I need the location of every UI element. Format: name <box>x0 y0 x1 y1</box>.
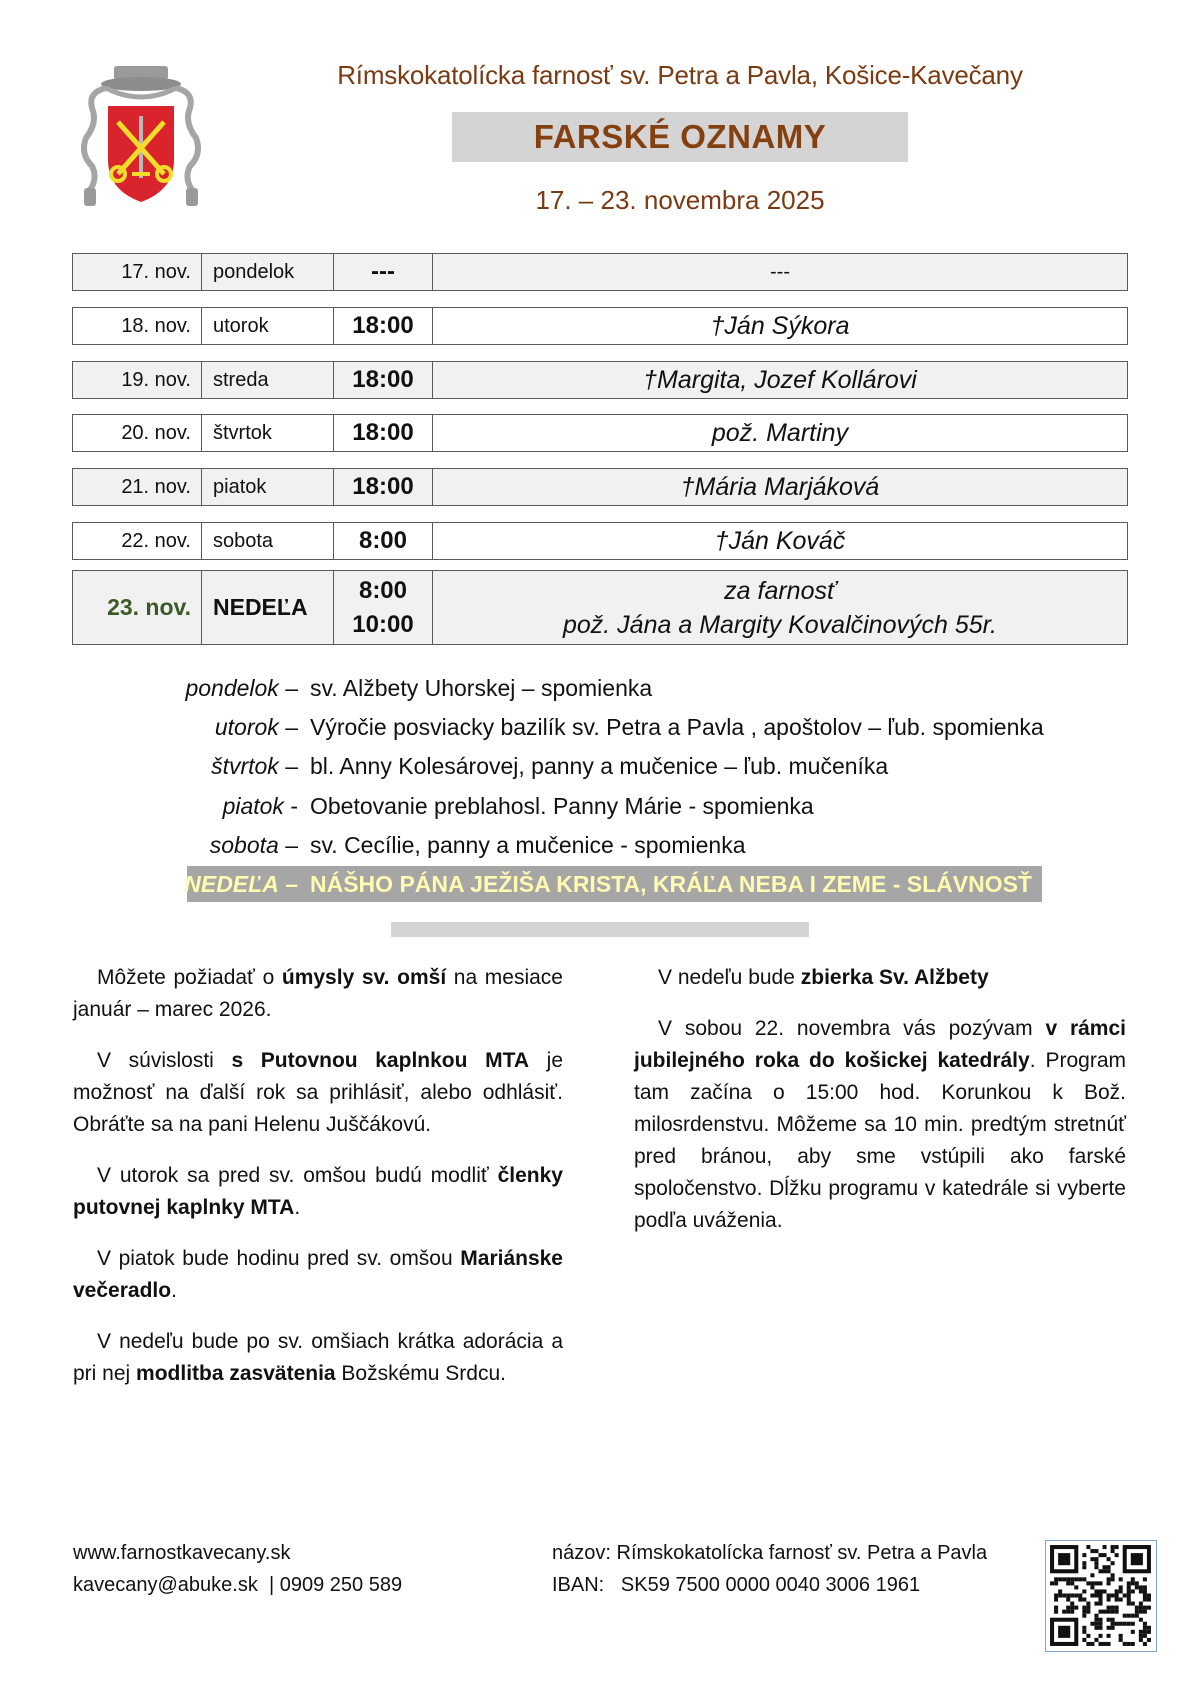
row-date: 23. nov. <box>73 571 202 644</box>
notices-right-column <box>634 962 1126 1256</box>
qr-module <box>1135 1606 1139 1610</box>
liturgy-item <box>100 748 888 784</box>
qr-module <box>1082 1630 1086 1634</box>
notice: V nedeľu bude zbierka Sv. Alžbety <box>658 966 989 989</box>
qr-module <box>1050 1581 1054 1585</box>
qr-module <box>1127 1642 1131 1646</box>
qr-module <box>1123 1614 1127 1618</box>
row-time: 18:00 <box>334 362 433 398</box>
qr-module <box>1094 1565 1098 1569</box>
qr-module <box>1143 1610 1147 1614</box>
qr-module <box>1107 1626 1111 1630</box>
row-day: NEDEĽA <box>202 571 334 644</box>
qr-module <box>1143 1577 1147 1581</box>
schedule-row <box>72 522 1128 560</box>
qr-module <box>1070 1593 1074 1597</box>
notice: V súvislosti s Putovnou kaplnkou MTA je možnosť na ďalší rok sa prihlásiť, alebo odhlásiť. Obráťte sa na pani Helenu Juščákovú. <box>73 1049 563 1136</box>
iban-label: IBAN: <box>552 1574 605 1596</box>
qr-module <box>1119 1634 1123 1638</box>
qr-module <box>1127 1614 1131 1618</box>
qr-module <box>1094 1626 1098 1630</box>
qr-module <box>1086 1581 1090 1585</box>
page-title: FARSKÉ OZNAMY <box>533 118 827 155</box>
qr-module <box>1082 1589 1086 1593</box>
schedule-row <box>72 307 1128 345</box>
qr-module <box>1094 1614 1098 1618</box>
qr-module <box>1143 1622 1147 1626</box>
qr-module <box>1098 1602 1102 1606</box>
qr-module <box>1119 1585 1123 1589</box>
qr-module <box>1115 1593 1119 1597</box>
qr-module <box>1147 1606 1151 1610</box>
qr-module <box>1066 1593 1070 1597</box>
liturgy-item <box>100 670 652 706</box>
qr-module <box>1123 1593 1127 1597</box>
qr-module <box>1111 1593 1115 1597</box>
qr-module <box>1127 1593 1131 1597</box>
qr-module <box>1070 1602 1074 1606</box>
qr-module <box>1115 1610 1119 1614</box>
row-day: štvrtok <box>202 415 334 451</box>
iban-value: SK59 7500 0000 0040 3006 1961 <box>620 1574 921 1596</box>
qr-module <box>1147 1593 1151 1597</box>
qr-module <box>1054 1581 1058 1585</box>
qr-module <box>1107 1577 1111 1581</box>
qr-module <box>1082 1638 1086 1642</box>
notices-left-column <box>73 962 563 1409</box>
qr-module <box>1082 1553 1086 1557</box>
qr-module <box>1135 1610 1139 1614</box>
qr-module <box>1131 1622 1135 1626</box>
qr-module <box>1143 1642 1147 1646</box>
qr-module <box>1098 1626 1102 1630</box>
qr-module <box>1107 1634 1111 1638</box>
qr-module <box>1090 1549 1094 1553</box>
qr-module <box>1086 1545 1090 1549</box>
qr-module <box>1107 1569 1111 1573</box>
qr-module <box>1066 1610 1070 1614</box>
liturgy-text: sv. Alžbety Uhorskej – spomienka <box>310 674 653 701</box>
notice: V sobou 22. novembra vás pozývam v rámci jubilejného roka do košickej katedrály. Program tam začína o 15:00 hod. Korunkou k Bož. milosrdenstvu. Môžeme sa 10 min. predtým stretnúť pred bránou, aby sme vstúpili ako farské spoločenstvo. Dĺžku programu v katedrále si vyberte podľa uváženia. <box>634 1017 1126 1232</box>
footer-bank <box>552 1537 987 1601</box>
qr-module <box>1107 1598 1111 1602</box>
qr-module <box>1139 1602 1143 1606</box>
qr-module <box>1086 1642 1090 1646</box>
payment-qr-code-icon <box>1045 1540 1157 1652</box>
qr-module <box>1119 1577 1123 1581</box>
schedule-row <box>72 253 1128 291</box>
qr-module <box>1139 1606 1143 1610</box>
email-link[interactable]: kavecany@abuke.sk <box>73 1574 258 1596</box>
qr-module <box>1074 1606 1078 1610</box>
qr-module <box>1135 1585 1139 1589</box>
qr-module <box>1119 1598 1123 1602</box>
qr-module <box>1082 1577 1086 1581</box>
parish-coat-of-arms-logo <box>76 62 206 208</box>
liturgy-text: sv. Cecílie, panny a mučenice - spomienka <box>310 831 746 858</box>
liturgy-item <box>100 827 746 863</box>
qr-module <box>1078 1593 1082 1597</box>
qr-module <box>1082 1610 1086 1614</box>
date-range: 17. – 23. novembra 2025 <box>535 185 825 215</box>
qr-module <box>1098 1593 1102 1597</box>
qr-module <box>1074 1593 1078 1597</box>
qr-module <box>1147 1626 1151 1630</box>
qr-module <box>1107 1642 1111 1646</box>
qr-module <box>1082 1561 1086 1565</box>
row-intention: †Margita, Jozef Kollárovi <box>643 365 917 394</box>
qr-module <box>1143 1589 1147 1593</box>
qr-module <box>1090 1581 1094 1585</box>
contact-separator: | <box>268 1574 275 1596</box>
qr-module <box>1119 1622 1123 1626</box>
qr-module <box>1111 1622 1115 1626</box>
qr-module <box>1111 1573 1115 1577</box>
qr-module <box>1115 1553 1119 1557</box>
row-intention: †Mária Marjáková <box>680 472 880 501</box>
row-time: 18:00 <box>334 308 433 344</box>
qr-module <box>1058 1589 1062 1593</box>
qr-module <box>1094 1638 1098 1642</box>
qr-module <box>1139 1589 1143 1593</box>
qr-module <box>1086 1602 1090 1606</box>
schedule-row <box>72 361 1128 399</box>
notice: V nedeľu bude po sv. omšiach krátka adorácia a pri nej modlitba zasvätenia Božskému Srdcu. <box>73 1330 563 1385</box>
website-link[interactable]: www.farnostkavecany.sk <box>73 1542 291 1564</box>
qr-module <box>1139 1634 1143 1638</box>
liturgy-day: utorok – <box>214 713 298 740</box>
parish-name: Rímskokatolícka farnosť sv. Petra a Pavla, Košice-Kavečany <box>337 60 1023 90</box>
qr-module <box>1086 1610 1090 1614</box>
qr-module <box>1094 1593 1098 1597</box>
qr-module <box>1131 1614 1135 1618</box>
row-time: 8:00 <box>358 576 408 604</box>
row-date: 18. nov. <box>73 308 202 344</box>
row-time: 18:00 <box>334 415 433 451</box>
qr-module <box>1119 1589 1123 1593</box>
qr-module <box>1054 1598 1058 1602</box>
qr-module <box>1054 1606 1058 1610</box>
qr-module <box>1127 1602 1131 1606</box>
qr-module <box>1062 1593 1066 1597</box>
qr-module <box>1070 1606 1074 1610</box>
qr-module <box>1082 1565 1086 1569</box>
row-day: piatok <box>202 469 334 505</box>
qr-module <box>1119 1638 1123 1642</box>
qr-module <box>1090 1642 1094 1646</box>
qr-module <box>1127 1598 1131 1602</box>
qr-module <box>1131 1602 1135 1606</box>
qr-module <box>1115 1589 1119 1593</box>
qr-module <box>1066 1598 1070 1602</box>
qr-module <box>1107 1593 1111 1597</box>
account-name: Rímskokatolícka farnosť sv. Petra a Pavla <box>616 1542 988 1564</box>
qr-module <box>1094 1561 1098 1565</box>
qr-module <box>1098 1553 1102 1557</box>
notice: V piatok bude hodinu pred sv. omšou Mariánske večeradlo. <box>73 1247 563 1302</box>
qr-module <box>1127 1622 1131 1626</box>
qr-module <box>1094 1618 1098 1622</box>
qr-module <box>1111 1606 1115 1610</box>
qr-module <box>1094 1589 1098 1593</box>
row-date: 20. nov. <box>73 415 202 451</box>
announcements-title-box <box>452 112 908 162</box>
row-intention: --- <box>770 260 790 283</box>
qr-module <box>1066 1577 1070 1581</box>
row-intention: †Ján Sýkora <box>710 311 850 340</box>
phone-number[interactable]: 0909 250 589 <box>279 1574 403 1596</box>
notice: Môžete požiadať o úmysly sv. omší na mesiace január – marec 2026. <box>73 966 563 1021</box>
qr-module <box>1131 1642 1135 1646</box>
qr-module <box>1090 1622 1094 1626</box>
qr-module <box>1139 1585 1143 1589</box>
qr-module <box>1143 1598 1147 1602</box>
qr-module <box>1098 1622 1102 1626</box>
qr-module <box>1103 1545 1107 1549</box>
schedule-row <box>72 468 1128 506</box>
qr-module <box>1115 1598 1119 1602</box>
qr-module <box>1094 1557 1098 1561</box>
row-intention: za farnosť <box>724 576 836 605</box>
schedule-row <box>72 414 1128 452</box>
liturgy-text: bl. Anny Kolesárovej, panny a mučenice – ľub. mučeníka <box>310 752 889 779</box>
qr-module <box>1107 1565 1111 1569</box>
liturgy-day: pondelok – <box>185 674 298 701</box>
qr-module <box>1098 1634 1102 1638</box>
qr-module <box>1082 1598 1086 1602</box>
qr-module <box>1111 1549 1115 1553</box>
qr-module <box>1086 1634 1090 1638</box>
qr-module <box>1131 1589 1135 1593</box>
qr-module <box>1078 1598 1082 1602</box>
qr-module <box>1090 1573 1094 1577</box>
qr-module <box>1054 1593 1058 1597</box>
row-times <box>334 571 433 644</box>
qr-module <box>1147 1630 1151 1634</box>
row-time: 18:00 <box>334 469 433 505</box>
schedule-row-sunday <box>72 570 1128 645</box>
liturgy-day: štvrtok – <box>211 752 298 779</box>
qr-module <box>1107 1557 1111 1561</box>
liturgy-item-solemnity <box>100 866 1032 902</box>
qr-module <box>1147 1638 1151 1642</box>
account-name-label: názov: <box>552 1542 611 1564</box>
qr-module <box>1127 1589 1131 1593</box>
qr-module <box>1131 1630 1135 1634</box>
qr-module <box>1143 1634 1147 1638</box>
qr-module <box>1107 1606 1111 1610</box>
qr-module <box>1074 1585 1078 1589</box>
qr-module <box>1111 1545 1115 1549</box>
qr-module <box>1098 1610 1102 1614</box>
notice: V utorok sa pred sv. omšou budú modliť členky putovnej kaplnky MTA. <box>73 1164 563 1219</box>
footer-contact <box>73 1537 402 1601</box>
qr-module <box>1115 1545 1119 1549</box>
row-intention: pož. Jána a Margity Kovalčinových 55r. <box>562 610 997 639</box>
qr-module <box>1107 1610 1111 1614</box>
qr-module <box>1090 1585 1094 1589</box>
qr-module <box>1098 1569 1102 1573</box>
qr-module <box>1094 1549 1098 1553</box>
qr-module <box>1123 1622 1127 1626</box>
qr-module <box>1098 1642 1102 1646</box>
row-day: sobota <box>202 523 334 559</box>
qr-module <box>1058 1593 1062 1597</box>
qr-module <box>1107 1581 1111 1585</box>
qr-module <box>1111 1618 1115 1622</box>
qr-module <box>1098 1598 1102 1602</box>
qr-module <box>1103 1565 1107 1569</box>
qr-module <box>1098 1618 1102 1622</box>
qr-module <box>1103 1642 1107 1646</box>
qr-module <box>1139 1638 1143 1642</box>
qr-module <box>1143 1606 1147 1610</box>
qr-module <box>1123 1642 1127 1646</box>
qr-module <box>1090 1557 1094 1561</box>
row-time: 10:00 <box>352 610 414 638</box>
qr-module <box>1094 1602 1098 1606</box>
qr-module <box>1094 1581 1098 1585</box>
qr-module <box>1131 1577 1135 1581</box>
section-divider <box>391 922 809 937</box>
qr-module <box>1098 1589 1102 1593</box>
qr-module <box>1135 1581 1139 1585</box>
qr-module <box>1139 1610 1143 1614</box>
qr-module <box>1103 1553 1107 1557</box>
row-intentions <box>433 571 1127 644</box>
qr-module <box>1082 1626 1086 1630</box>
row-intention: pož. Martiny <box>711 418 849 447</box>
qr-module <box>1070 1577 1074 1581</box>
qr-module <box>1111 1561 1115 1565</box>
liturgy-text: Výročie posviacky bazilík sv. Petra a Pavla , apoštolov – ľub. spomienka <box>310 713 1044 740</box>
row-day: utorok <box>202 308 334 344</box>
qr-module <box>1139 1630 1143 1634</box>
qr-module <box>1107 1618 1111 1622</box>
qr-module <box>1143 1626 1147 1630</box>
qr-module <box>1066 1606 1070 1610</box>
qr-module <box>1078 1577 1082 1581</box>
qr-module <box>1070 1610 1074 1614</box>
qr-module <box>1082 1614 1086 1618</box>
row-day: pondelok <box>202 254 334 290</box>
qr-module <box>1147 1598 1151 1602</box>
qr-module <box>1074 1577 1078 1581</box>
qr-module <box>1143 1593 1147 1597</box>
qr-module <box>1062 1610 1066 1614</box>
qr-module <box>1139 1618 1143 1622</box>
qr-module <box>1127 1581 1131 1585</box>
row-day: streda <box>202 362 334 398</box>
qr-module <box>1062 1577 1066 1581</box>
qr-module <box>1086 1606 1090 1610</box>
qr-module <box>1131 1581 1135 1585</box>
qr-module <box>1054 1610 1058 1614</box>
qr-module <box>1054 1577 1058 1581</box>
qr-module <box>1094 1622 1098 1626</box>
row-time: 8:00 <box>334 523 433 559</box>
qr-module <box>1135 1614 1139 1618</box>
qr-module <box>1098 1581 1102 1585</box>
qr-module <box>1090 1593 1094 1597</box>
qr-module <box>1070 1581 1074 1585</box>
qr-module <box>1111 1626 1115 1630</box>
qr-module <box>1143 1585 1147 1589</box>
liturgy-day: sobota – <box>209 831 298 858</box>
qr-module <box>1082 1606 1086 1610</box>
qr-module <box>1103 1569 1107 1573</box>
qr-module <box>1115 1606 1119 1610</box>
liturgy-text: Obetovanie preblahosl. Panny Márie - spomienka <box>310 792 814 819</box>
liturgy-day: NEDEĽA – <box>184 870 298 897</box>
qr-module <box>1143 1630 1147 1634</box>
row-intention: †Ján Kováč <box>714 526 846 555</box>
qr-module <box>1103 1610 1107 1614</box>
row-date: 22. nov. <box>73 523 202 559</box>
qr-module <box>1103 1589 1107 1593</box>
liturgy-item <box>100 788 814 824</box>
liturgy-day: piatok - <box>222 792 298 819</box>
qr-module <box>1111 1610 1115 1614</box>
row-time: --- <box>334 254 433 290</box>
row-date: 21. nov. <box>73 469 202 505</box>
row-date: 17. nov. <box>73 254 202 290</box>
qr-module <box>1058 1577 1062 1581</box>
qr-module <box>1127 1585 1131 1589</box>
qr-module <box>1066 1581 1070 1585</box>
qr-module <box>1115 1622 1119 1626</box>
row-date: 19. nov. <box>73 362 202 398</box>
qr-module <box>1111 1577 1115 1581</box>
liturgy-item <box>100 709 1044 745</box>
liturgy-text: NÁŠHO PÁNA JEŽIŠA KRISTA, KRÁĽA NEBA I ZEME - SLÁVNOSŤ <box>310 870 1032 897</box>
